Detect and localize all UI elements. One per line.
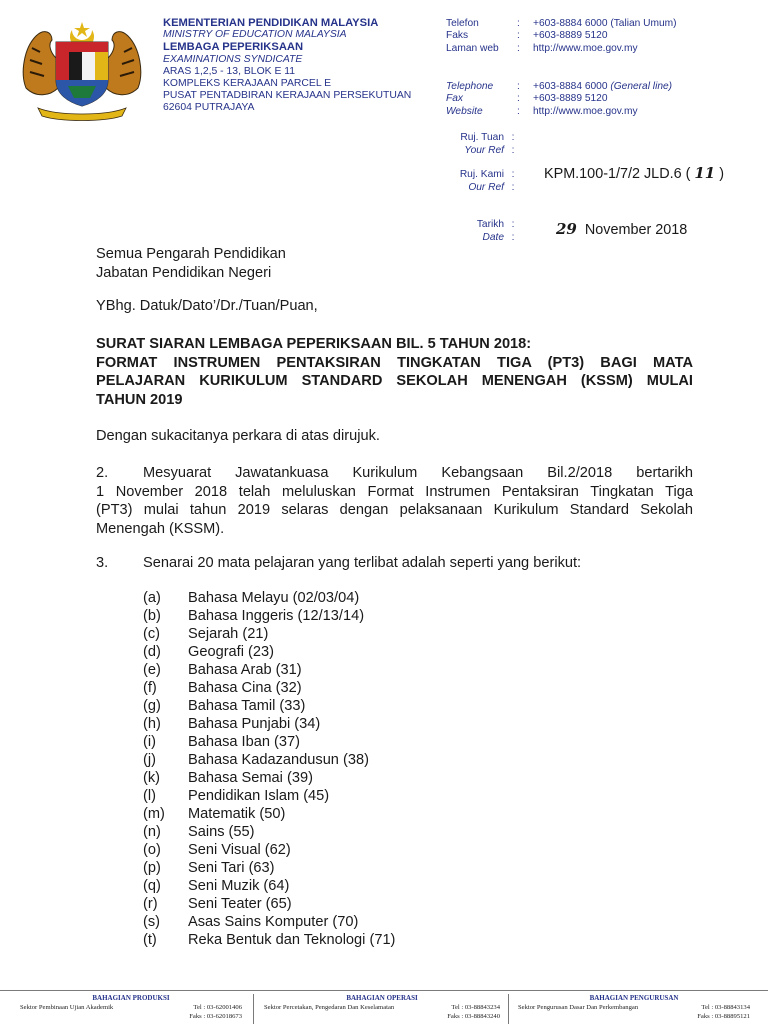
list-item: (e) Bahasa Arab (31) bbox=[143, 662, 302, 678]
paragraph-3: 3. Senarai 20 mata pelajaran yang terlibat adalah seperti yang berikut: bbox=[96, 555, 582, 571]
our-ref: Ruj. Kami : Our Ref : bbox=[459, 169, 515, 193]
subject bbox=[96, 335, 693, 409]
salutation: YBhg. Datuk/Dato’/Dr./Tuan/Puan, bbox=[96, 298, 318, 314]
footer-col-operasi: BAHAGIAN OPERASI Sektor Percetakan, Pengedaran Dan Keselamatan Tel : 03-88843234 Faks : 03-88843240 bbox=[264, 994, 500, 1020]
list-item: (o) Seni Visual (62) bbox=[143, 842, 291, 858]
subject-list bbox=[143, 589, 395, 949]
letterhead-block bbox=[163, 17, 411, 115]
handwritten-day: 29 bbox=[556, 220, 577, 238]
your-ref: Ruj. Tuan : Your Ref : bbox=[460, 132, 515, 156]
subject-line: TAHUN 2019 bbox=[96, 391, 183, 408]
subject-line: FORMAT INSTRUMEN PENTAKSIRAN TINGKATAN TIGA (PT3) BAGI MATA bbox=[96, 354, 693, 371]
contact-label: Telephone bbox=[446, 81, 494, 92]
address-line: 62604 PUTRAJAYA bbox=[163, 102, 255, 114]
list-item: (t) Reka Bentuk dan Teknologi (71) bbox=[143, 932, 396, 948]
paragraph-line: 2. Mesyuarat Jawatankuasa Kurikulum Kebangsaan Bil.2/2018 bertarikh bbox=[96, 465, 693, 481]
list-item: (b) Bahasa Inggeris (12/13/14) bbox=[143, 608, 365, 624]
list-item: (i) Bahasa Iban (37) bbox=[143, 734, 300, 750]
board-name-en: EXAMINATIONS SYNDICATE bbox=[163, 53, 303, 65]
list-item: (h) Bahasa Punjabi (34) bbox=[143, 716, 321, 732]
subject-line: PELAJARAN KURIKULUM STANDARD SEKOLAH MENENGAH (KSSM) MULAI bbox=[96, 373, 693, 390]
contact-note: (General line) bbox=[610, 81, 673, 92]
list-item: (q) Seni Muzik (64) bbox=[143, 878, 290, 894]
list-item: (p) Seni Tari (63) bbox=[143, 860, 275, 876]
board-name: LEMBAGA PEPERIKSAAN bbox=[163, 41, 304, 54]
list-item: (m) Matematik (50) bbox=[143, 806, 286, 822]
contact-value: +603-8884 6000 bbox=[533, 81, 608, 92]
list-item: (s) Asas Sains Komputer (70) bbox=[143, 914, 359, 930]
list-item: (g) Bahasa Tamil (33) bbox=[143, 698, 306, 714]
paragraph-line: 1 November 2018 telah meluluskan Format Instrumen Pentaksiran Tingkatan Tiga bbox=[96, 483, 693, 500]
footer-heading: BAHAGIAN OPERASI bbox=[346, 994, 418, 1002]
footer-col-produksi: BAHAGIAN PRODUKSI Sektor Pembinaan Ujian Akademik Tel : 03-62001406 Faks : 03-62018673 bbox=[20, 994, 242, 1020]
contact-value: +603-8889 5120 bbox=[533, 93, 608, 105]
footer-separator bbox=[508, 994, 509, 1024]
coat-of-arms-logo bbox=[18, 18, 146, 122]
subject-line: SURAT SIARAN LEMBAGA PEPERIKSAAN BIL. 5 TAHUN 2018: bbox=[96, 336, 532, 352]
contact-block-en: Telephone : +603-8884 6000 (General line) Fax : +603-8889 5120 Website : http://www.moe.gov.my bbox=[446, 81, 673, 117]
list-item: (c) Sejarah (21) bbox=[143, 626, 269, 642]
letter-date: 29 November 2018 bbox=[556, 220, 688, 238]
list-item: (d) Geografi (23) bbox=[143, 644, 274, 660]
list-item: (n) Sains (55) bbox=[143, 824, 255, 840]
contact-value: http://www.moe.gov.my bbox=[533, 42, 638, 54]
address-line: KOMPLEKS KERAJAAN PARCEL E bbox=[163, 78, 332, 90]
footer-heading: BAHAGIAN PENGURUSAN bbox=[589, 994, 679, 1002]
list-item: (k) Bahasa Semai (39) bbox=[143, 770, 313, 786]
list-item: (f) Bahasa Cina (32) bbox=[143, 680, 302, 696]
our-ref-value: KPM.100-1/7/2 JLD.6 ( 11 ) bbox=[544, 164, 725, 182]
footer-col-pengurusan: BAHAGIAN PENGURUSAN Sektor Pengurusan Dasar Dan Perkembangan Tel : 03-88843134 Faks : 03-88895121 bbox=[518, 994, 750, 1020]
contact-label: Faks bbox=[446, 30, 469, 42]
contact-label: Laman web bbox=[446, 42, 499, 54]
paragraph-line: (PT3) mulai tahun 2019 selaras dengan pelaksanaan Kurikulum Standard Sekolah bbox=[96, 502, 693, 519]
footer-heading: BAHAGIAN PRODUKSI bbox=[92, 994, 170, 1002]
handwritten-ref-number: 11 bbox=[694, 164, 716, 182]
paragraph-number: 3. bbox=[96, 555, 109, 571]
contact-value: http://www.moe.gov.my bbox=[533, 105, 638, 117]
paragraph-1: Dengan sukacitanya perkara di atas dirujuk. bbox=[96, 428, 380, 444]
paragraph-line: Menengah (KSSM). bbox=[96, 520, 225, 537]
contact-block-ms: Telefon : +603-8884 6000 (Talian Umum) Faks : +603-8889 5120 Laman web : http://www.moe.gov.my bbox=[446, 18, 677, 54]
footer-separator bbox=[253, 994, 254, 1024]
address-line: ARAS 1,2,5 - 13, BLOK E 11 bbox=[163, 65, 296, 77]
date-label: Tarikh : Date : bbox=[476, 219, 515, 243]
recipient: Semua Pengarah Pendidikan Jabatan Pendidikan Negeri bbox=[96, 246, 286, 281]
contact-value: +603-8884 6000 (Talian Umum) bbox=[533, 18, 677, 29]
contact-label: Telefon bbox=[446, 18, 479, 29]
paragraph-number: 2. bbox=[96, 465, 109, 481]
address-line: PUSAT PENTADBIRAN KERAJAAN PERSEKUTUAN bbox=[163, 90, 412, 102]
list-item: (j) Bahasa Kadazandusun (38) bbox=[143, 752, 369, 768]
ministry-name-en: MINISTRY OF EDUCATION MALAYSIA bbox=[163, 29, 347, 41]
paragraph-2 bbox=[96, 464, 693, 538]
list-item: (r) Seni Teater (65) bbox=[143, 896, 292, 912]
footer-divider bbox=[0, 990, 768, 991]
contact-value: +603-8889 5120 bbox=[533, 30, 608, 42]
list-item: (a) Bahasa Melayu (02/03/04) bbox=[143, 590, 360, 606]
ministry-name: KEMENTERIAN PENDIDIKAN MALAYSIA bbox=[163, 17, 379, 29]
list-item: (l) Pendidikan Islam (45) bbox=[143, 788, 330, 804]
contact-label: Fax bbox=[446, 93, 463, 105]
contact-label: Website bbox=[446, 105, 483, 117]
